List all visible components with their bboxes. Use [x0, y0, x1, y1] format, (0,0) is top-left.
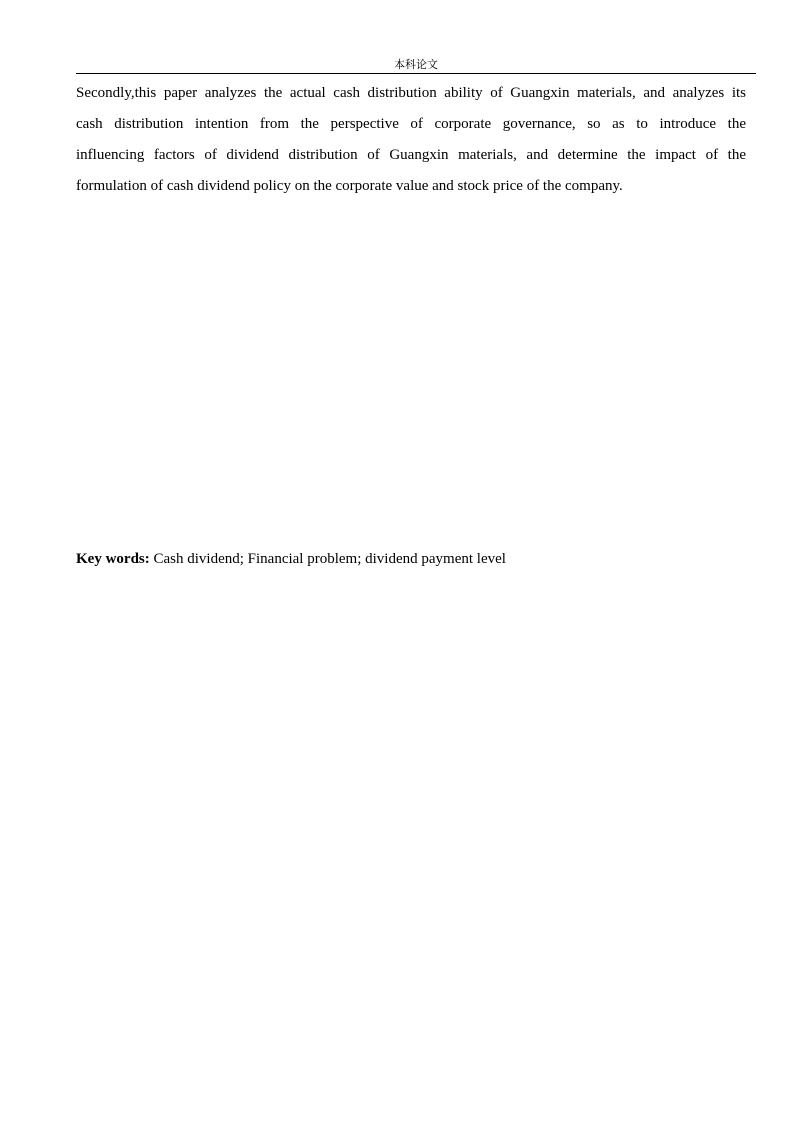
abstract-line: cash distribution intention from the perspective of corporate governance, so as to introduce the [76, 116, 746, 132]
abstract-line: formulation of cash dividend policy on the corporate value and stock price of the company. [76, 178, 623, 194]
abstract-paragraph [76, 78, 746, 202]
keywords-line [76, 547, 756, 571]
abstract-line: Secondly,this paper analyzes the actual cash distribution ability of Guangxin materials, and analyzes its [76, 85, 746, 101]
abstract-line: influencing factors of dividend distribution of Guangxin materials, and determine the impact of the [76, 147, 746, 163]
header-divider [76, 73, 756, 74]
keywords-label: Key words: [76, 551, 150, 567]
page-header-title: 本科论文 [394, 58, 438, 71]
keywords-text: Cash dividend; Financial problem; dividend payment level [153, 551, 506, 567]
